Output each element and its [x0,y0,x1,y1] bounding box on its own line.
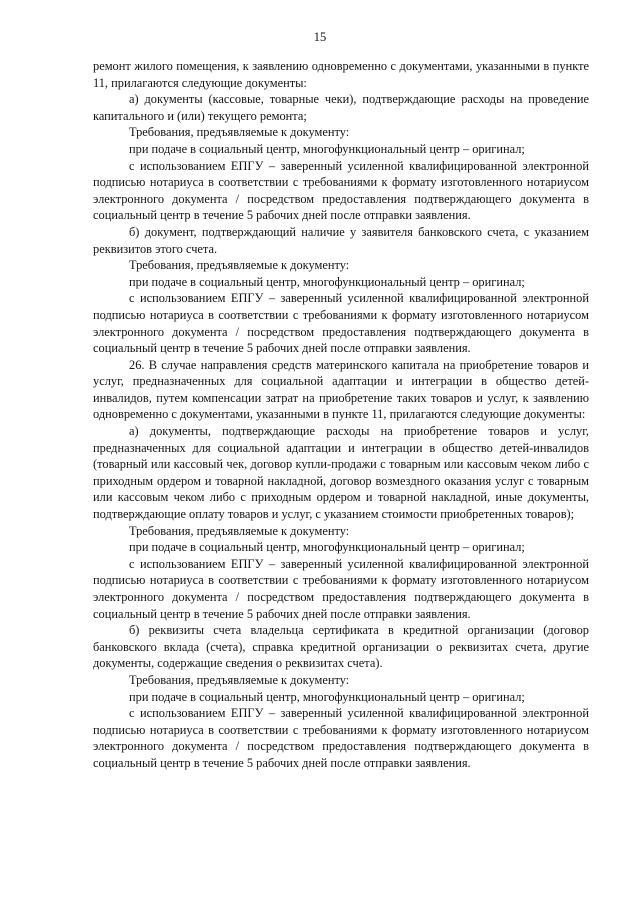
document-body [93,58,589,772]
paragraph-requirements-heading: Требования, предъявляемые к документу: [129,125,350,140]
paragraph-requirement-original: при подаче в социальный центр, многофункциональный центр – оригинал; [129,689,525,704]
paragraph-item-b: б) реквизиты счета владельца сертификата в кредитной организации (договор банковского вклада (счета), справка кредитной организации о реквизитах счета, другие документы, содержащие сведения о реквизитах счета). [93,623,589,671]
paragraph-requirement-epgu: с использованием ЕПГУ – заверенный усиленной квалифицированной электронной подписью нотариуса в соответствии с требованиями к формату изготовленного нотариусом электронного документа / посредством предоставления подтверждающего документа в социальный центр в течение 5 рабочих дней после отправки заявления. [93,706,589,770]
paragraph-requirements-heading: Требования, предъявляемые к документу: [129,672,350,687]
paragraph-item-b: б) документ, подтверждающий наличие у заявителя банковского счета, с указанием реквизитов этого счета. [93,224,589,256]
paragraph-requirement-original: при подаче в социальный центр, многофункциональный центр – оригинал; [129,540,525,555]
paragraph-clause-26: 26. В случае направления средств материнского капитала на приобретение товаров и услуг, предназначенных для социальной адаптации и интеграции в общество детей-инвалидов, путем компенсации затрат на приобретение таких товаров и услуг, к заявлению одновременно с документами, указанными в пункте 11, прилагаются следующие документы: [93,357,589,422]
paragraph-continuation: ремонт жилого помещения, к заявлению одновременно с документами, указанными в пункте 11, прилагаются следующие документы: [93,59,589,90]
paragraph-requirement-epgu: с использованием ЕПГУ – заверенный усиленной квалифицированной электронной подписью нотариуса в соответствии с требованиями к формату изготовленного нотариусом электронного документа / посредством предоставления подтверждающего документа в социальный центр в течение 5 рабочих дней после отправки заявления. [93,556,589,621]
paragraph-requirement-epgu: с использованием ЕПГУ – заверенный усиленной квалифицированной электронной подписью нотариуса в соответствии с требованиями к формату изготовленного нотариусом электронного документа / посредством предоставления подтверждающего документа в социальный центр в течение 5 рабочих дней после отправки заявления. [93,291,589,356]
paragraph-requirements-heading: Требования, предъявляемые к документу: [129,523,350,538]
paragraph-requirement-original: при подаче в социальный центр, многофункциональный центр – оригинал; [129,274,525,289]
paragraph-requirements-heading: Требования, предъявляемые к документу: [129,258,350,273]
page-number: 15 [313,30,327,44]
paragraph-requirement-original: при подаче в социальный центр, многофункциональный центр – оригинал; [129,141,525,156]
paragraph-item-a: а) документы (кассовые, товарные чеки), подтверждающие расходы на проведение капитального и (или) текущего ремонта; [93,92,589,123]
paragraph-item-a: а) документы, подтверждающие расходы на приобретение товаров и услуг, предназначенных для социальной адаптации и интеграции в общество детей-инвалидов (товарный или кассовый чек, договор купли-продажи с товарным или кассовым чеком либо с приходным ордером и товарной накладной, договор возмездного оказания услуг с товарным или кассовым чеком либо с приходным ордером и товарной накладной, иные документы, подтверждающие оплату товаров и услуг, с указанием стоимости приобретенных товаров); [93,424,589,522]
paragraph-requirement-epgu: с использованием ЕПГУ – заверенный усиленной квалифицированной электронной подписью нотариуса в соответствии с требованиями к формату изготовленного нотариусом электронного документа / посредством предоставления подтверждающего документа в социальный центр в течение 5 рабочих дней после отправки заявления. [93,158,589,223]
